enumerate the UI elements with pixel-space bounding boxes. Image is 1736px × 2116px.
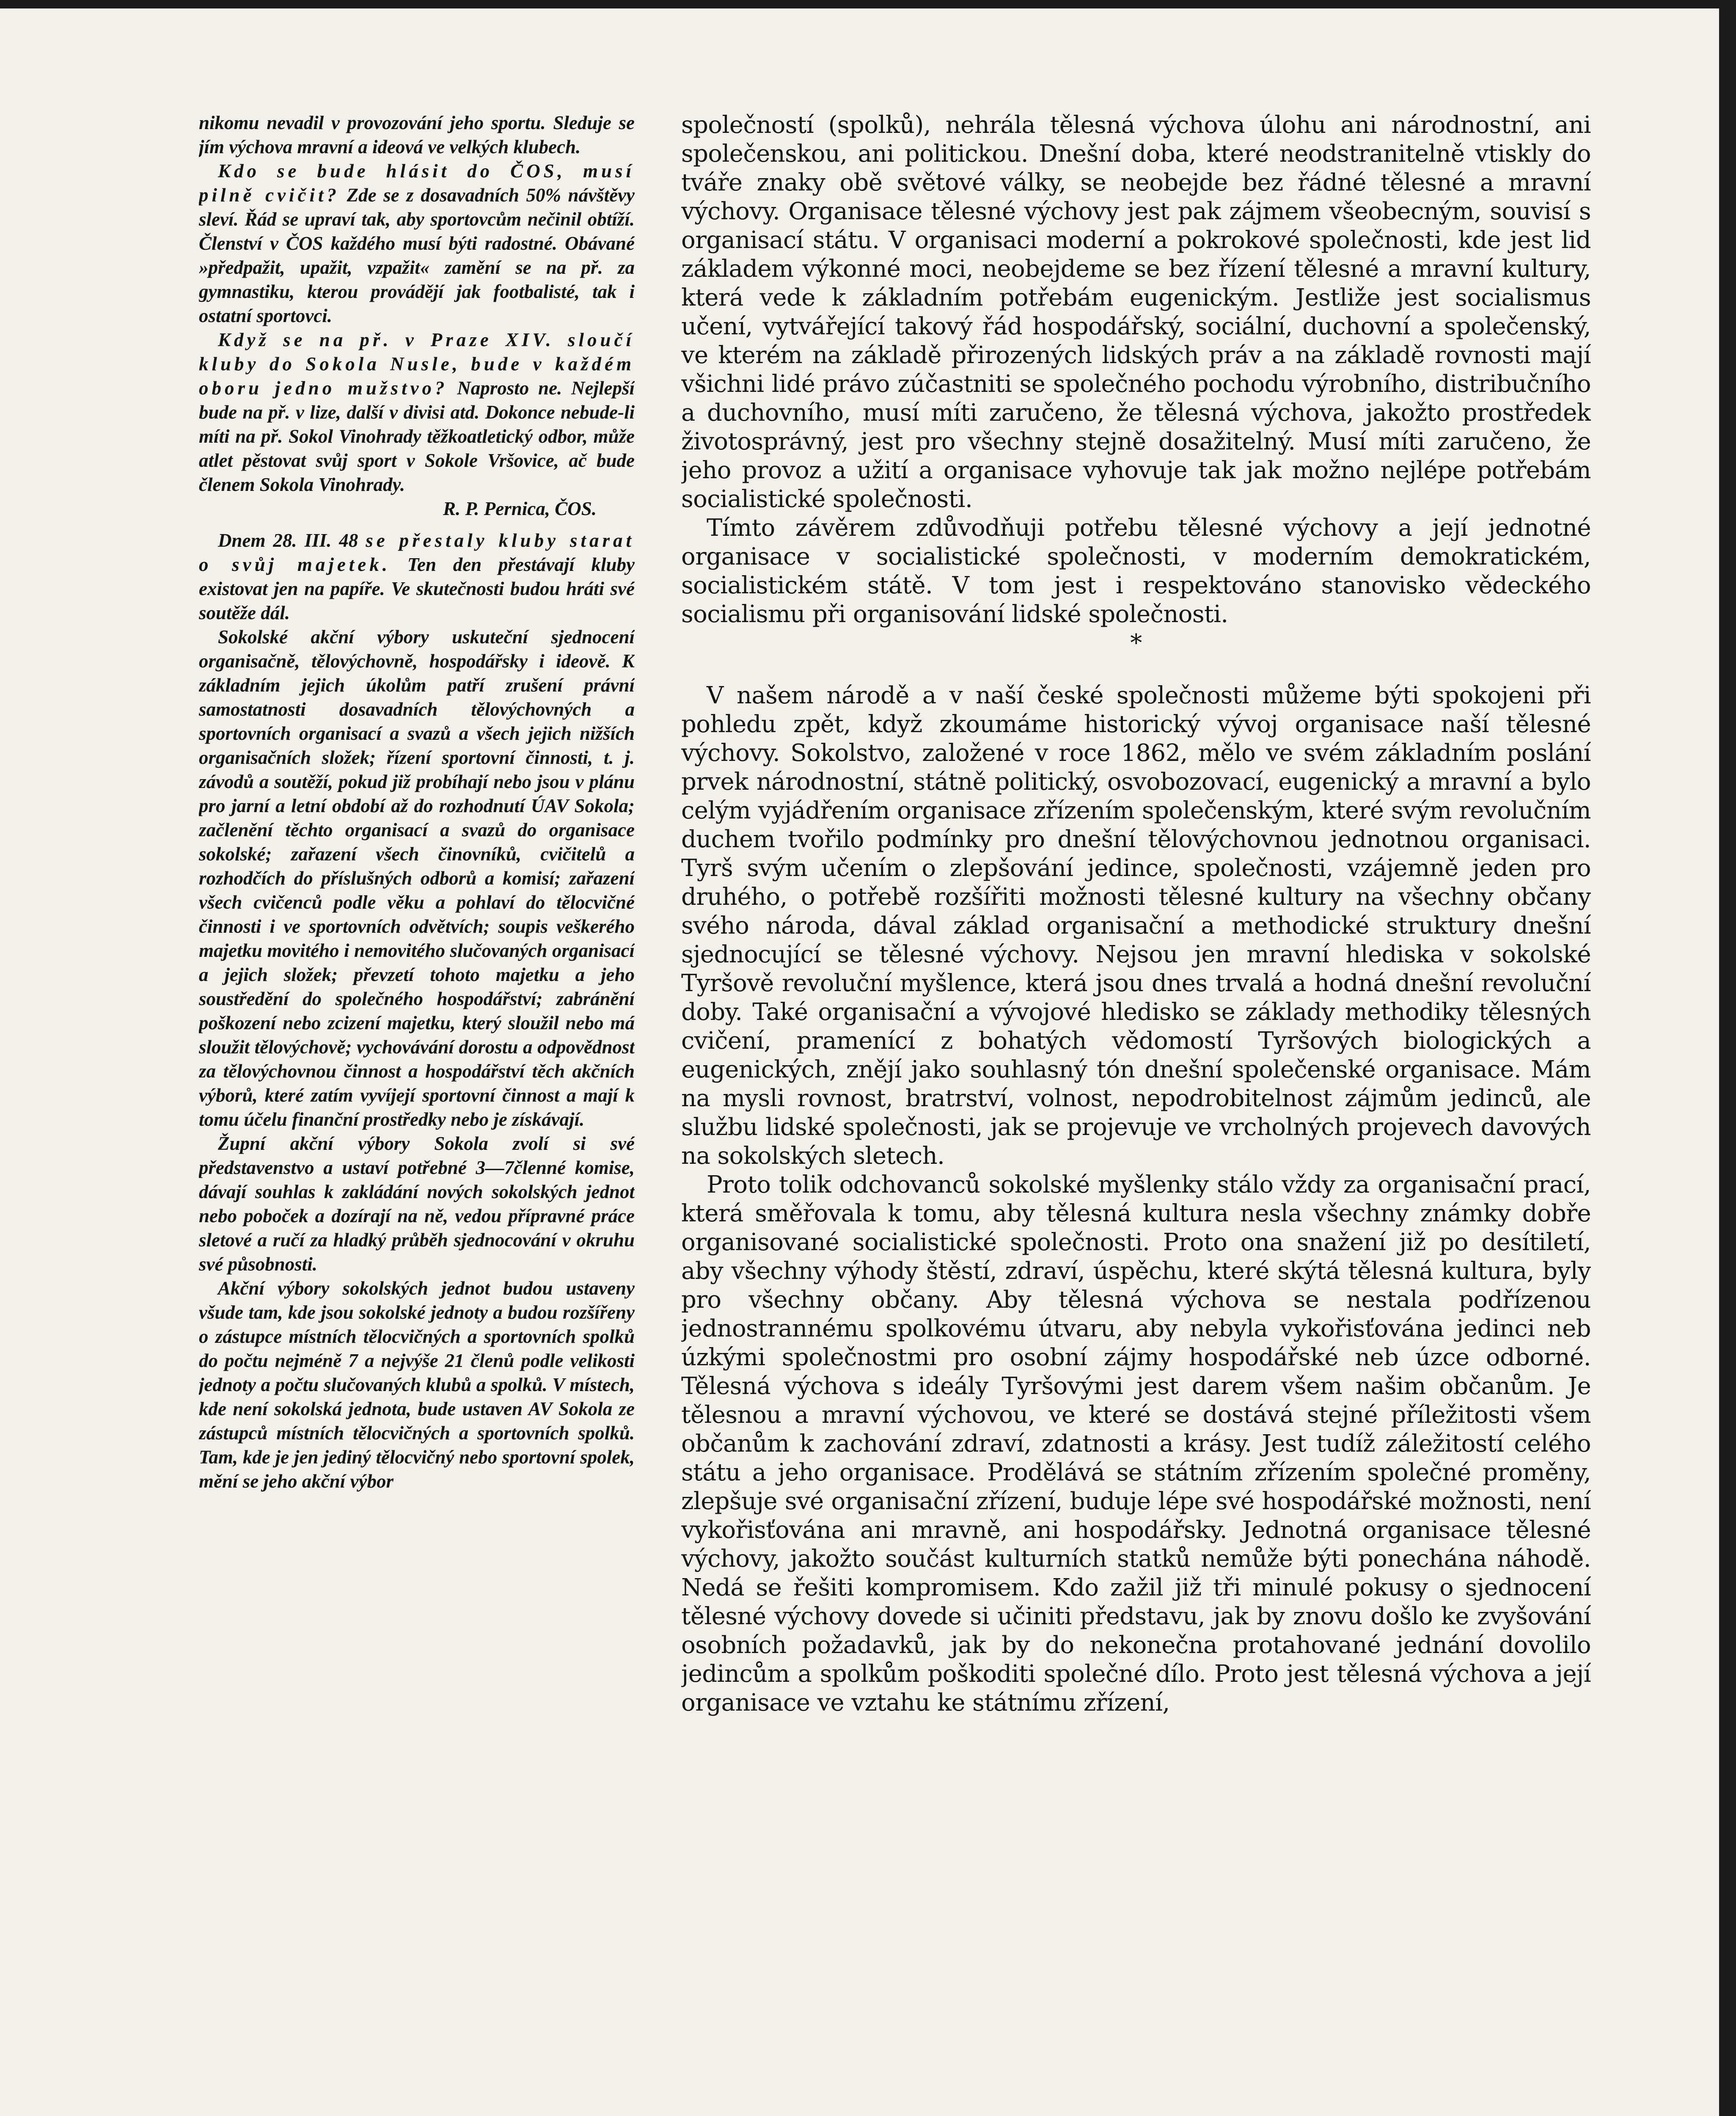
left-paragraph-5: Sokolské akční výbory uskuteční sjednocení organisačně, tělovýchovně, hospodářsky i ideově. K základním jejich úkolům patří zrušení právní samostatnosti dosavadních tělovýchovných a sportovních organisací a svazů a všech jejich nižších organisačních složek; řízení sportovní činnosti, t. j. závodů a soutěží, pokud již probíhají nebo jsou v plánu pro jarní a letní období až do rozhodnutí ÚAV Sokola; začlenění těchto organisací a svazů do organisace sokolské; zařazení všech činovníků, cvičitelů a rozhodčích do příslušných odborů a komisí; zařazení všech cvičenců podle věku a pohlaví do tělocvičné činnosti i ve sportovních odvětvích; soupis veškerého majetku movitého i nemovitého slučovaných organisací a jejich složek; převzetí tohoto majetku a jeho soustředění do společného hospodářství; zabránění poškození nebo zcizení majetku, který sloužil nebo má sloužit tělovýchově; vychovávání dorostu a odpovědnost za tělovýchovnou činnost a hospodářství těch akčních výborů, které zatím vyvíjejí sportovní činnost a mají k tomu účelu finanční prostředky nebo je získávají. xyxy=(199,626,635,1130)
right-column xyxy=(681,111,1591,2058)
left-column xyxy=(199,111,635,2058)
spaced-statement: se přestaly kluby starat o svůj majetek. xyxy=(199,530,635,575)
right-paragraph-2: Tímto závěrem zdůvodňuji potřebu tělesné výchovy a její jednotné organisace v socialistické společnosti, v moderním demokratickém, socialistickém státě. V tom jest i respektováno stanovisko vědeckého socialismu při organisování lidské společnosti. xyxy=(681,514,1591,628)
right-paragraph-1: společností (spolků), nehrála tělesná výchova úlohu ani národnostní, ani společenskou, ani politickou. Dnešní doba, které neodstranitelně vtiskly do tváře znaky obě světové války, se neobejde bez řádné tělesné a mravní výchovy. Organisace tělesné výchovy jest pak zájmem všeobecným, souvisí s organisací státu. V organisaci moderní a pokrokové společnosti, kde jest lid základem výkonné moci, neobejdeme se bez řízení tělesné a mravní kultury, která vede k základním potřebám eugenickým. Jestliže jest socialismus učení, vytvářející takový řád hospodářský, sociální, duchovní a společenský, ve kterém na základě přirozených lidských práv a na základě rovnosti mají všichni lidé právo zúčastniti se společného pochodu výrobního, distribučního a duchovního, musí míti zaručeno, že tělesná výchova, jakožto prostředek životosprávný, jest pro všechny stejně dosažitelný. Musí míti zaručeno, že jeho provoz a užití a organisace vyhovuje tak jak možno nejlépe potřebám socialistické společnosti. xyxy=(681,111,1591,513)
section-separator: * xyxy=(1130,629,1142,657)
left-paragraph-2-text: Zde se z dosavadních 50% návštěvy sleví. Řád se upraví tak, aby sportovcům nečinil obtíží. Členství v ČOS každého musí býti radostné. Obávané »předpažit, upažit, vzpažit« zamění se na př. za gymnastiku, kterou provádějí jak footbalisté, tak i ostatní sportovci. xyxy=(199,185,635,326)
scan-top-edge xyxy=(0,0,1736,8)
spaced-question: Když se na př. v Praze XIV. sloučí kluby do Sokola Nusle, bude v každém oboru jedno mužstvo? xyxy=(199,329,635,399)
scan-right-edge xyxy=(1719,0,1736,2116)
right-paragraph-3: V našem národě a v naší české společnosti můžeme býti spokojeni při pohledu zpět, když zkoumáme historický vývoj organisace naší tělesné výchovy. Sokolstvo, založené v roce 1862, mělo ve svém základním poslání prvek národnostní, státně politický, osvobozovací, eugenický a mravní a bylo celým vyjádřením organisace zřízením společenským, které svým revolučním duchem tvořilo podmínky pro dnešní tělovýchovnou jednotnou organisaci. Tyrš svým učením o zlepšování jedince, společnosti, vzájemně jeden pro druhého, o potřebě rozšířiti možnosti tělesné kultury na všechny občany svého národa, dával základ organisační a methodické struktury dnešní sjednocující se tělesné výchovy. Nejsou jen mravní hlediska v sokolské Tyršově revoluční myšlence, která jsou dnes trvalá a hodná dnešní revoluční doby. Také organisační a vývojové hledisko se základy methodiky tělesných cvičení, pramenící z bohatých vědomostí Tyršových biologických a eugenických, znějí jako souhlasný tón dnešní společenské organisace. Mám na mysli rovnost, bratrství, volnost, nepodrobitelnost zájmům jedinců, ale službu lidské společnosti, jak se projevuje ve vrcholných projevech davových na sokolských sletech. xyxy=(681,682,1591,1170)
left-paragraph-3-text: Naprosto ne. Nejlepší bude na př. v lize, další v divisi atd. Dokonce nebude-li míti na př. Sokol Vinohrady těžkoatletický odbor, může atlet pěstovat svůj sport v Sokole Vršovice, ač bude členem Sokola Vinohrady. xyxy=(199,377,635,495)
left-paragraph-4-text: Ten den přestávají kluby existovat jen na papíře. Ve skutečnosti budou hráti své soutěže dál. xyxy=(199,554,635,623)
author-signature: R. P. Pernica, ČOS. xyxy=(443,498,597,519)
left-paragraph-4 xyxy=(199,529,635,625)
date-lead: Dnem 28. III. 48 xyxy=(218,530,366,551)
left-paragraph-2 xyxy=(199,159,635,328)
spaced-question: Kdo se bude hlásit do ČOS, musí pilně cvičit? xyxy=(199,160,635,206)
left-paragraph-1: nikomu nevadil v provozování jeho sportu. Sleduje se jím výchova mravní a ideová ve velkých klubech. xyxy=(199,112,635,157)
left-paragraph-7: Akční výbory sokolských jednot budou ustaveny všude tam, kde jsou sokolské jednoty a budou rozšířeny o zástupce místních tělocvičných a sportovních spolků do počtu nejméně 7 a nejvýše 21 členů podle velikosti jednoty a počtu slučovaných klubů a spolků. V místech, kde není sokolská jednota, bude ustaven AV Sokola ze zástupců místních tělocvičných a sportovních spolků. Tam, kde je jen jediný tělocvičný nebo sportovní spolek, mění se jeho akční výbor xyxy=(199,1278,635,1492)
left-paragraph-3 xyxy=(199,328,635,497)
right-paragraph-4: Proto tolik odchovanců sokolské myšlenky stálo vždy za organisační prací, která směřovala k tomu, aby tělesná kultura nesla všechny známky dobře organisované socialistické společnosti. Proto ona snažení již po desítiletí, aby všechny výhody štěstí, zdraví, úspěchu, které skýtá tělesná kultura, byly pro všechny občany. Aby tělesná výchova se nestala podřízenou jednostrannému spolkovému útvaru, aby nebyla vykořisťována jedinci neb úzkými společnostmi pro osobní zájmy hospodářské neb úzce odborné. Tělesná výchova s ideály Tyršovými jest darem všem našim občanům. Je tělesnou a mravní výchovou, ve které se dostává stejné příležitosti všem občanům k zachování zdraví, zdatnosti a krásy. Jest tudíž záležitostí celého státu a jeho organisace. Prodělává se státním zřízením společné proměny, zlepšuje své organisační zřízení, buduje lépe své hospodářské možnosti, není vykořisťována ani mravně, ani hospodářsky. Jednotná organisace tělesné výchovy, jakožto součást kulturních statků nemůže býti ponechána náhodě. Nedá se řešiti kompromisem. Kdo zažil již tři minulé pokusy o sjednocení tělesné výchovy dovede si učiniti představu, jak by znovu došlo ke zvyšování osobních požadavků, jak by do nekonečna protahované jednání dovolilo jedincům a spolkům poškoditi společné dílo. Proto jest tělesná výchova a její organisace ve vztahu ke státnímu zřízení, xyxy=(681,1171,1591,1716)
left-paragraph-6: Župní akční výbory Sokola zvolí si své představenstvo a ustaví potřebné 3—7členné komise, dávají souhlas k zakládání nových sokolských jednot nebo poboček a dozírají na ně, vedou přípravné práce sletové a ručí za hladký průběh sjednocování v okruhu své působnosti. xyxy=(199,1133,635,1275)
